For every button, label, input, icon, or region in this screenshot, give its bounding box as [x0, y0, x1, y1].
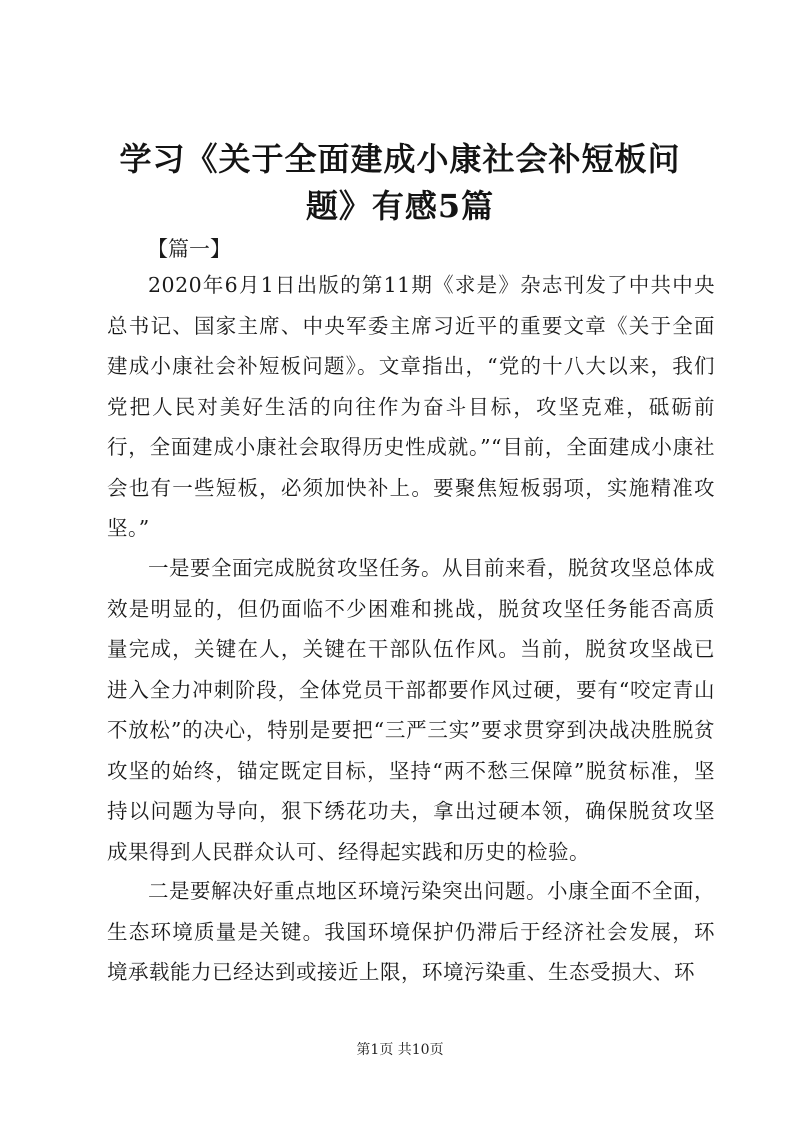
paragraph-2: 一是要全面完成脱贫攻坚任务。从目前来看，脱贫攻坚总体成效是明显的，但仍面临不少困难和挑战，脱贫攻坚任务能否高质量完成，关键在人，关键在干部队伍作风。当前，脱贫攻坚战已进入全力冲刺阶段，全体党员干部都要作风过硬，要有“咬定青山不放松”的决心，特别是要把“三严三实”要求贯穿到决战决胜脱贫攻坚的始终，锚定既定目标，坚持“两不愁三保障”脱贫标准，坚持以问题为导向，狠下绣花功夫，拿出过硬本领，确保脱贫攻坚成果得到人民群众认可、经得起实践和历史的检验。 [107, 556, 715, 864]
page-footer: 第1页 共10页 [356, 1042, 444, 1058]
document-title: 学习《关于全面建成小康社会补短板问题》有感5篇 [119, 140, 681, 225]
paragraph-1: 2020年6月1日出版的第11期《求是》杂志刊发了中共中央总书记、国家主席、中央军委主席习近平的重要文章《关于全面建成小康社会补短板问题》。文章指出，“党的十八大以来，我们党把人民对美好生活的向往作为奋斗目标，攻坚克难，砥砺前行，全面建成小康社会取得历史性成就。”“目前，全面建成小康社会也有一些短板，必须加快补上。要聚焦短板弱项，实施精准攻坚。” [107, 273, 715, 540]
paragraph-3: 二是要解决好重点地区环境污染突出问题。小康全面不全面，生态环境质量是关键。我国环境保护仍滞后于经济社会发展，环境承载能力已经达到或接近上限，环境污染重、生态受损大、环 [107, 879, 715, 984]
section-label: 【篇一】 [147, 237, 231, 261]
